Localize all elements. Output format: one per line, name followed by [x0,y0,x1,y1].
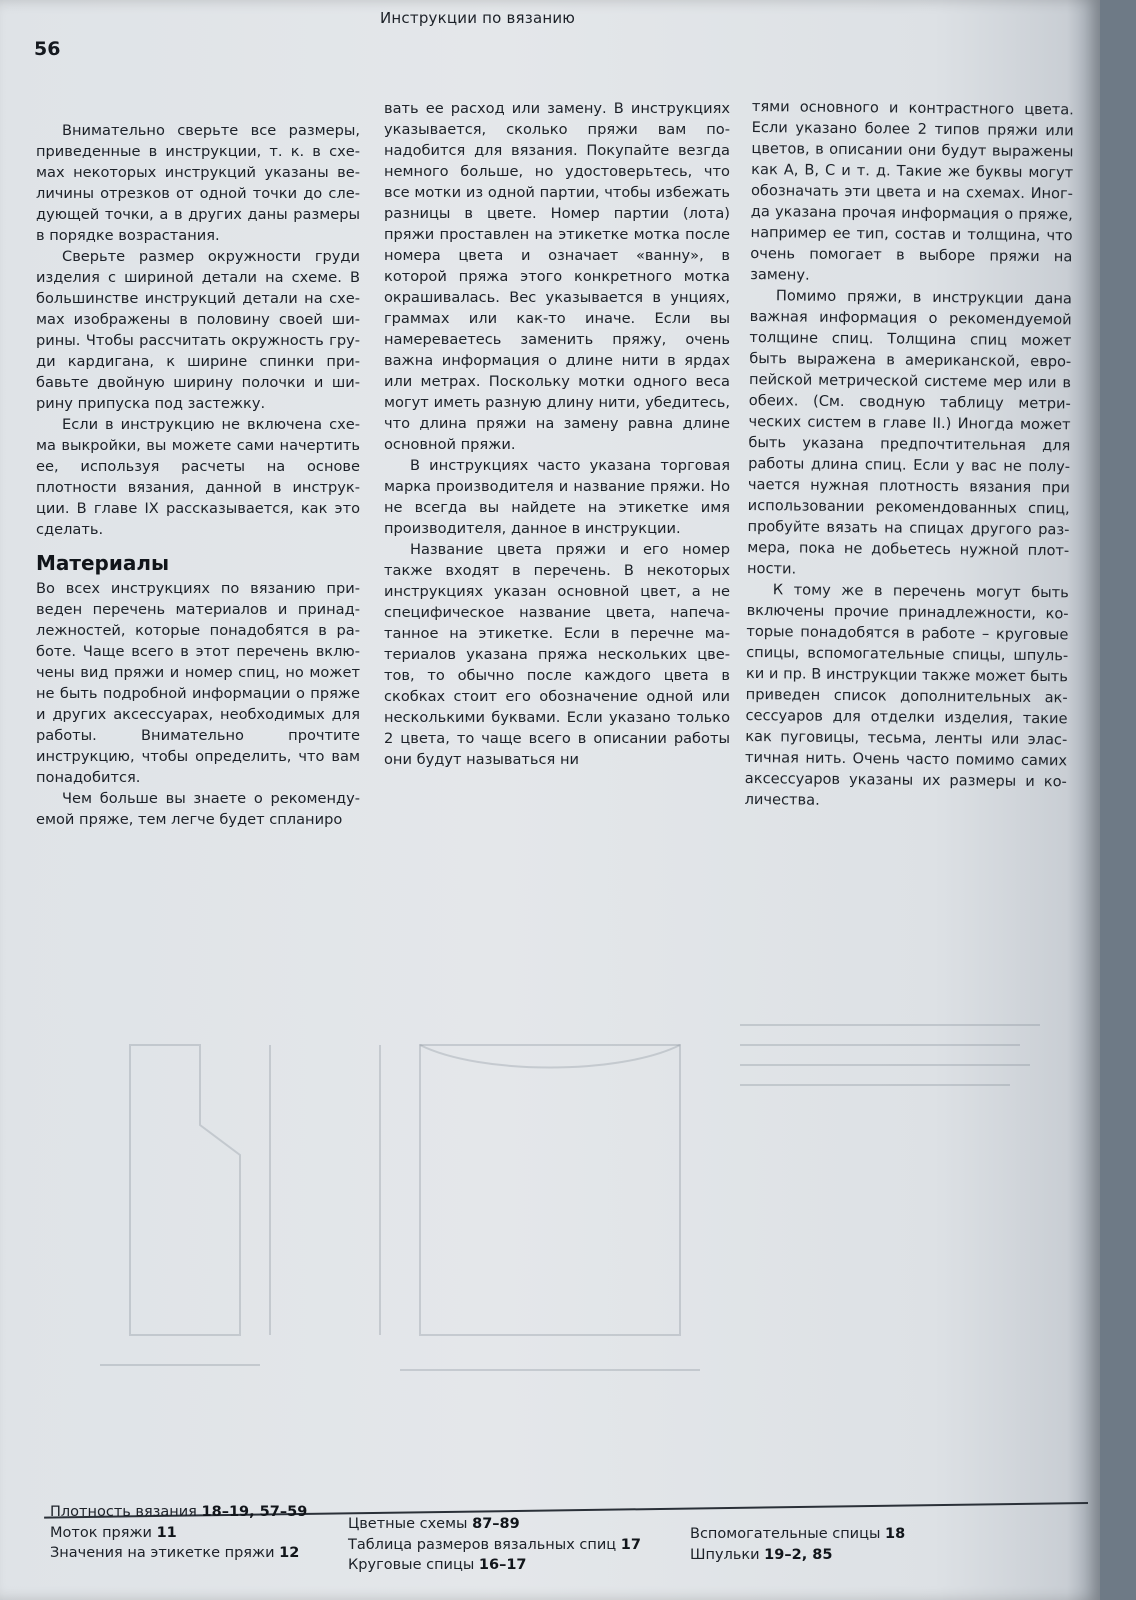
text-column-2 [384,98,730,770]
index-entry: Круговые спицы 16–17 [348,1557,527,1573]
paragraph: тями основного и контрастного цвета. Если указано более 2 типов пряжи или цветов, в описании они будут выражены как А, В, С и т. д. Такие же буквы могут обозначать эти цвета и на схемах. Иногда указана прочая информация о пряже, например ее тип, состав и толщина, что очень помогает в выборе пряжи на замену. [750,97,1074,284]
running-head: Инструкции по вязанию [380,9,576,27]
index-entry: Цветные схемы 87–89 [348,1516,520,1532]
paragraph: К тому же в перечень могут быть включены прочие принадлежности, которые понадобятся в работе – круговые спицы, вспомогательные спицы, шпульки и пр. В инструкции также может быть приведен список дополнительных аксессуаров для отделки изделия, такие как пуговицы, тесьма, ленты или эластичная нить. Очень часто помимо самих аксессуаров указаны их размеры и количества. [744,581,1069,809]
index-entry: Моток пряжи 11 [50,1524,177,1541]
paragraph: Если в инструкцию не включена схема выкройки, вы можете сами начертить ее, используя расчеты на основе плотности вязания, данной в инструкции. В главе IX рассказывается, как это сделать. [36,416,360,538]
text-column-1 [36,120,360,830]
paragraph: Название цвета пряжи и его номер также входят в перечень. В некоторых инструкциях указан основной цвет, а не специфическое название цвета, напечатанное на этикетке. Если в перечне материалов указана пряжа нескольких цветов, то обычно после каждого цвета в скобках стоит его обозначение одной или несколькими буквами. Если указано только 2 цвета, то чаще всего в описании работы они будут называться ни [384,541,730,768]
paragraph: Внимательно сверьте все размеры, приведенные в инструкции, т. к. в схемах некоторых инструкций указаны величины отрезков от одной точки до следующей точки, а в других даны размеры в порядке возрастания. [36,122,360,244]
page-number: 56 [34,38,61,60]
index-entry: Таблица размеров вязальных спиц 17 [348,1536,641,1553]
index-column-3 [690,1524,905,1565]
paragraph: Помимо пряжи, в инструкции дана важная информация о рекомендуемой толщине спиц. Толщина спиц может быть выражена в американской, европейской метрической системе мер или в обеих. (См. сводную таблицу метрических систем в главе II.) Иногда может быть указана предпочтительная для работы длина спиц. Если у вас не получается нужная плотность вязания при использовании рекомендованных спиц, пробуйте вязать на спицах другого размера, пока не добьетесь нужной плотности. [746,287,1072,578]
index-column-2 [348,1514,641,1576]
paragraph: Во всех инструкциях по вязанию приведен перечень материалов и принадлежностей, которые понадобятся в работе. Чаще всего в этот перечень включены вид пряжи и номер спиц, но может не быть подробной информации о пряже и других аксессуарах, необходимых для работы. Внимательно прочтите инструкцию, чтобы определить, что вам понадобится. [36,580,360,786]
index-entry: Вспомогательные спицы 18 [690,1526,906,1542]
index-entry: Значения на этикетке пряжи 12 [50,1545,300,1561]
paragraph: Сверьте размер окружности груди изделия с шириной детали на схеме. В большинстве инструкций детали на схемах изображены в половину своей ширины. Чтобы рассчитать окружность груди кардигана, к ширине спинки прибавьте двойную ширину полочки и ширину припуска под застежку. [36,248,360,412]
index-entry: Шпульки 19–2, 85 [690,1546,833,1563]
paragraph: Чем больше вы знаете о рекомендуемой пряже, тем легче будет спланиро [36,790,360,828]
index-entry: Плотность вязания 18–19, 57–59 [50,1504,308,1520]
text-column-3 [745,96,1074,813]
section-heading: Материалы [36,551,170,575]
paragraph: вать ее расход или замену. В инструкциях указывается, сколько пряжи вам понадобится для вязания. Покупайте везгда немного больше, но удостоверьтесь, что все мотки из одной партии, чтобы избежать разницы в цвете. Номер партии (лота) пряжи проставлен на этикетке мотка после номера цвета и означает «ванну», в которой пряжа этого конкретного мотка окрашивалась. Вес указывается в унциях, граммах или как-то иначе. Если вы намереваетесь заменить пряжу, очень важна информация о длине нити в ярдах или метрах. Поскольку мотки одного веса могут иметь разную длину нити, убедитесь, что длина пряжи на замену равна длине основной пряжи. [384,100,730,453]
show-through-diagram [60,1005,1060,1385]
paragraph: В инструкциях часто указана торговая марка производителя и название пряжи. Но не всегда вы найдете на этикетке имя производителя, данное в инструкции. [384,457,730,537]
index-column-1 [50,1502,307,1564]
